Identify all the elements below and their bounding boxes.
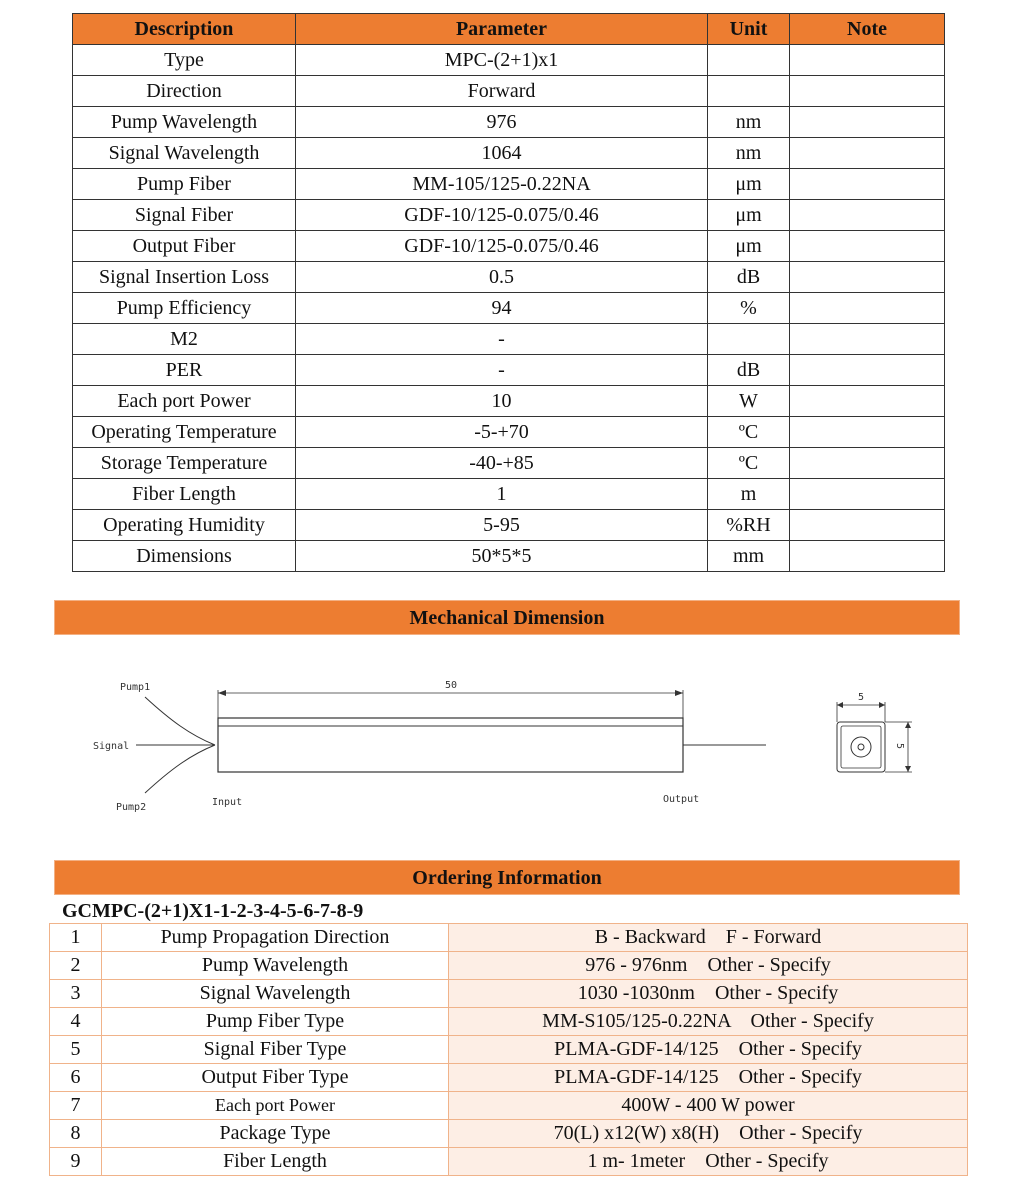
spec-note (790, 510, 945, 541)
spec-description: M2 (73, 324, 296, 355)
spec-unit: W (708, 386, 790, 417)
ordering-index: 3 (50, 980, 102, 1008)
spec-note (790, 417, 945, 448)
spec-unit: % (708, 293, 790, 324)
ordering-options: 400W - 400 W power (449, 1092, 968, 1120)
spec-note (790, 386, 945, 417)
width-label: 5 (858, 692, 865, 703)
ordering-options: B - Backward F - Forward (449, 924, 968, 952)
mechanical-drawing (0, 660, 1028, 830)
spec-description: Pump Efficiency (73, 293, 296, 324)
model-code: GCMPC-(2+1)X1-1-2-3-4-5-6-7-8-9 (62, 900, 364, 922)
spec-row (73, 169, 945, 200)
spec-unit: mm (708, 541, 790, 572)
ordering-options: 1 m- 1meter Other - Specify (449, 1148, 968, 1176)
spec-header-row (73, 14, 945, 45)
pump1-fiber (145, 697, 215, 745)
ordering-index: 2 (50, 952, 102, 980)
spec-row (73, 262, 945, 293)
spec-unit: m (708, 479, 790, 510)
spec-row (73, 448, 945, 479)
height-label: 5 (894, 743, 905, 750)
spec-description: Each port Power (73, 386, 296, 417)
spec-row (73, 293, 945, 324)
spec-note (790, 479, 945, 510)
input-label: Input (212, 797, 243, 808)
spec-parameter: GDF-10/125-0.075/0.46 (296, 200, 708, 231)
ordering-table (49, 923, 968, 1176)
spec-description: PER (73, 355, 296, 386)
spec-description: Signal Fiber (73, 200, 296, 231)
ordering-options: PLMA-GDF-14/125 Other - Specify (449, 1064, 968, 1092)
ordering-row (50, 1148, 968, 1176)
ordering-index: 5 (50, 1036, 102, 1064)
pump2-fiber (145, 745, 215, 793)
spec-unit: dB (708, 355, 790, 386)
output-label: Output (663, 794, 700, 805)
spec-row (73, 231, 945, 262)
spec-row (73, 45, 945, 76)
spec-description: Pump Fiber (73, 169, 296, 200)
spec-note (790, 107, 945, 138)
spec-description: Operating Temperature (73, 417, 296, 448)
ordering-item: Fiber Length (102, 1148, 449, 1176)
ordering-information-title: Ordering Information (54, 860, 960, 895)
spec-unit: %RH (708, 510, 790, 541)
spec-row (73, 417, 945, 448)
spec-row (73, 76, 945, 107)
spec-note (790, 262, 945, 293)
spec-parameter: 1 (296, 479, 708, 510)
spec-parameter: MM-105/125-0.22NA (296, 169, 708, 200)
spec-description: Dimensions (73, 541, 296, 572)
spec-row (73, 355, 945, 386)
ordering-item: Signal Wavelength (102, 980, 449, 1008)
ordering-index: 1 (50, 924, 102, 952)
ordering-options: PLMA-GDF-14/125 Other - Specify (449, 1036, 968, 1064)
spec-unit: ºC (708, 417, 790, 448)
spec-description: Operating Humidity (73, 510, 296, 541)
spec-description: Signal Insertion Loss (73, 262, 296, 293)
spec-note (790, 76, 945, 107)
ordering-row (50, 1064, 968, 1092)
ordering-item: Pump Propagation Direction (102, 924, 449, 952)
ordering-row (50, 924, 968, 952)
spec-description: Direction (73, 76, 296, 107)
ordering-index: 9 (50, 1148, 102, 1176)
pump1-label: Pump1 (120, 682, 151, 693)
spec-row (73, 107, 945, 138)
spec-description: Type (73, 45, 296, 76)
mechanical-dimension-title: Mechanical Dimension (54, 600, 960, 635)
pump2-label: Pump2 (116, 802, 147, 813)
ordering-row (50, 952, 968, 980)
spec-note (790, 541, 945, 572)
spec-parameter: 1064 (296, 138, 708, 169)
spec-note (790, 231, 945, 262)
ordering-index: 6 (50, 1064, 102, 1092)
length-label: 50 (445, 680, 458, 691)
spec-unit (708, 76, 790, 107)
spec-description: Pump Wavelength (73, 107, 296, 138)
spec-unit: μm (708, 231, 790, 262)
ordering-row (50, 980, 968, 1008)
spec-parameter: - (296, 355, 708, 386)
spec-parameter: 94 (296, 293, 708, 324)
end-view-outline (837, 722, 885, 772)
spec-description: Signal Wavelength (73, 138, 296, 169)
spec-unit (708, 324, 790, 355)
spec-parameter: Forward (296, 76, 708, 107)
spec-row (73, 386, 945, 417)
spec-row (73, 479, 945, 510)
spec-unit: μm (708, 169, 790, 200)
spec-note (790, 200, 945, 231)
spec-row (73, 324, 945, 355)
end-view-port (851, 737, 871, 757)
spec-parameter: 0.5 (296, 262, 708, 293)
spec-unit (708, 45, 790, 76)
spec-parameter: GDF-10/125-0.075/0.46 (296, 231, 708, 262)
header-parameter: Parameter (296, 14, 708, 45)
ordering-item: Each port Power (102, 1092, 449, 1120)
spec-note (790, 169, 945, 200)
spec-parameter: 50*5*5 (296, 541, 708, 572)
spec-parameter: 976 (296, 107, 708, 138)
spec-parameter: -40-+85 (296, 448, 708, 479)
ordering-item: Pump Fiber Type (102, 1008, 449, 1036)
header-unit: Unit (708, 14, 790, 45)
specification-table (72, 13, 945, 572)
spec-parameter: MPC-(2+1)x1 (296, 45, 708, 76)
spec-unit: dB (708, 262, 790, 293)
spec-note (790, 45, 945, 76)
ordering-item: Pump Wavelength (102, 952, 449, 980)
spec-note (790, 324, 945, 355)
spec-parameter: 5-95 (296, 510, 708, 541)
ordering-options: 976 - 976nm Other - Specify (449, 952, 968, 980)
spec-description: Fiber Length (73, 479, 296, 510)
spec-unit: nm (708, 107, 790, 138)
ordering-item: Package Type (102, 1120, 449, 1148)
spec-parameter: 10 (296, 386, 708, 417)
spec-note (790, 293, 945, 324)
spec-description: Output Fiber (73, 231, 296, 262)
signal-label: Signal (93, 741, 130, 752)
ordering-row (50, 1036, 968, 1064)
ordering-row (50, 1092, 968, 1120)
spec-row (73, 541, 945, 572)
ordering-index: 4 (50, 1008, 102, 1036)
spec-note (790, 355, 945, 386)
ordering-index: 7 (50, 1092, 102, 1120)
spec-parameter: - (296, 324, 708, 355)
spec-row (73, 138, 945, 169)
spec-note (790, 448, 945, 479)
spec-row (73, 510, 945, 541)
spec-parameter: -5-+70 (296, 417, 708, 448)
spec-note (790, 138, 945, 169)
ordering-item: Output Fiber Type (102, 1064, 449, 1092)
spec-unit: μm (708, 200, 790, 231)
spec-row (73, 200, 945, 231)
spec-unit: ºC (708, 448, 790, 479)
ordering-options: MM-S105/125-0.22NA Other - Specify (449, 1008, 968, 1036)
spec-unit: nm (708, 138, 790, 169)
ordering-options: 1030 -1030nm Other - Specify (449, 980, 968, 1008)
ordering-item: Signal Fiber Type (102, 1036, 449, 1064)
ordering-row (50, 1120, 968, 1148)
spec-description: Storage Temperature (73, 448, 296, 479)
ordering-options: 70(L) x12(W) x8(H) Other - Specify (449, 1120, 968, 1148)
ordering-row (50, 1008, 968, 1036)
header-description: Description (73, 14, 296, 45)
header-note: Note (790, 14, 945, 45)
ordering-index: 8 (50, 1120, 102, 1148)
